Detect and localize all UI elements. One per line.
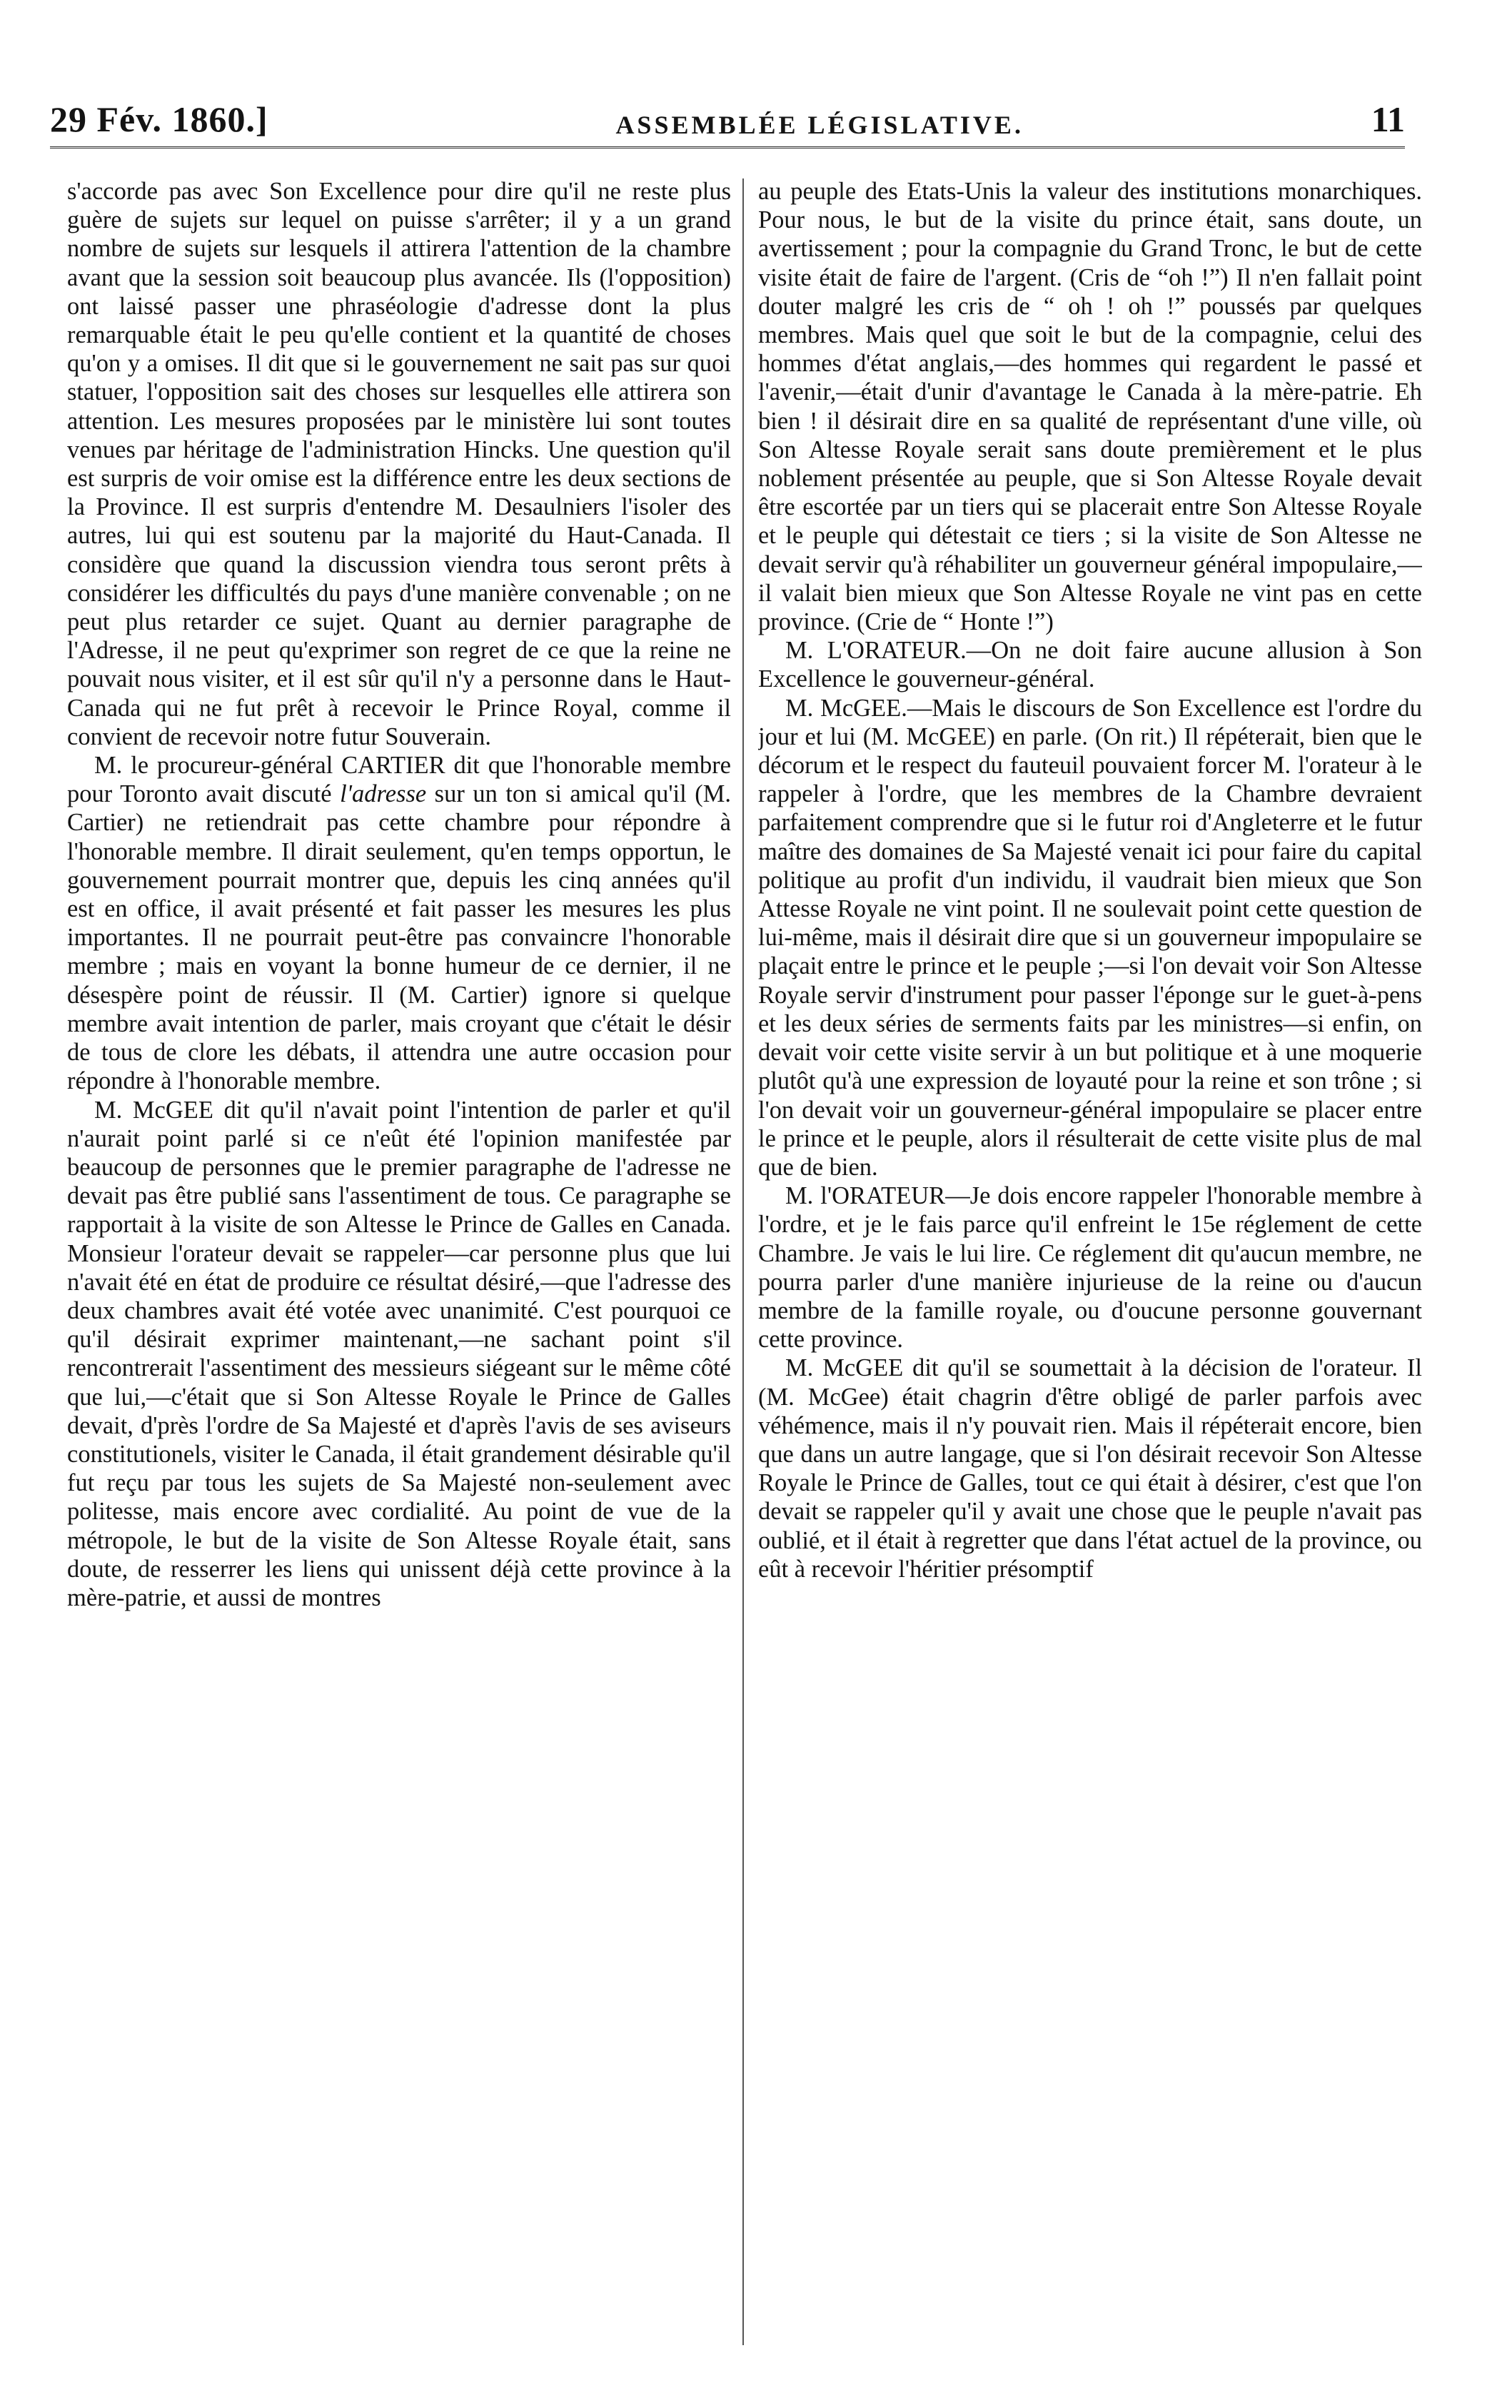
page-header bbox=[50, 84, 1405, 140]
paragraph-mcgee: M. McGEE.—Mais le discours de Son Excellence est l'ordre du jour et lui (M. McGEE) en parle. (On rit.) Il répéterait, bien que le décorum et le respect du fauteuil pouvaient forcer M. l'orateur à le rappeler à l'ordre, que les membres de la Chambre devraient parfaitement comprendre que si le futur roi d'Angleterre et le futur maître des domaines de Sa Majesté venait ici pour faire du capital politique au profit d'un individu, il vaudrait bien mieux que Son Attesse Royale ne vint point. Il ne soulevait point cette question de lui-même, mais il désirait dire que si un gouverneur impopulaire se plaçait entre le prince et le peuple ;—si l'on devait voir Son Altesse Royale servir d'instrument pour passer l'éponge sur le guet-à-pens et les deux séries de serments faits par les ministres—si enfin, on devait voir cette visite servir à un but politique et à une moquerie plutôt qu'à une expression de loyauté pour la reine et son trône ; si l'on devait voir un gouverneur-général impopulaire se placer entre le prince et le peuple, alors il résulterait de cette visite plus de mal que de bien. bbox=[758, 694, 1422, 1181]
paragraph: s'accorde pas avec Son Excellence pour dire qu'il ne reste plus guère de sujets sur lequel on puisse s'arrêter; il y a un grand nombre de sujets sur lesquels il attirera l'attention de la chambre avant que la session soit beaucoup plus avancée. Ils (l'opposition) ont laissé passer une phraséologie d'adresse dont la plus remarquable était le peu qu'elle contient et la quantité de choses qu'on y a omises. Il dit que si le gouvernement ne sait pas sur quoi statuer, l'opposition sait des choses sur lesquelles elle attirera son attention. Les mesures proposées par le ministère lui sont toutes venues par héritage de l'administration Hincks. Une question qu'il est surpris de voir omise est la différence entre les deux sections de la Province. Il est surpris d'entendre M. Desaulniers l'isoler des autres, lui qui est soutenu par la majorité du Haut-Canada. Il considère que quand la discussion viendra tous seront prêts à considérer les difficultés du pays d'une manière convenable ; on ne peut plus retarder ce sujet. Quant au dernier paragraphe de l'Adresse, il ne peut qu'exprimer son regret de ce que la reine ne pouvait nous visiter, et il est sûr qu'il n'y a personne dans le Haut-Canada qui ne fut prêt à recevoir le Prince Royal, comme il convient de recevoir notre futur Souverain. bbox=[67, 178, 731, 750]
header-date: 29 Fév. 1860.] bbox=[50, 99, 268, 139]
column-divider bbox=[742, 178, 744, 2345]
paragraph-cartier bbox=[67, 751, 731, 1095]
paragraph-mcgee: M. McGEE dit qu'il n'avait point l'intention de parler et qu'il n'aurait point parlé si ce n'eût été l'opinion manifestée par beaucoup de personnes que le premier paragraphe de l'adresse ne devait pas être publié sans l'assentiment de tous. Ce paragraphe se rapportait à la visite de son Altesse le Prince de Galles en Canada. Monsieur l'orateur devait se rappeler—car personne plus que lui n'avait été en état de produire ce résultat désiré,—que l'adresse des deux chambres avait été votée avec unanimité. C'est pourquoi ce qu'il désirait exprimer maintenant,—ne sachant point s'il rencontrerait l'assentiment des messieurs siégeant sur le même côté que lui,—c'était que si Son Altesse Royale le Prince de Galles devait, d'près l'ordre de Sa Majesté et d'après l'avis de ses aviseurs constitutionels, visiter le Canada, il était grandement désirable qu'il fut reçu par tous les sujets de Sa Majesté non-seulement avec politesse, mais encore avec cordialité. Au point de vue de la métropole, le but de la visite de Son Altesse Royale était, sans doute, de resserrer les liens qui unissent déjà cette province à la mère-patrie, et aussi de montres bbox=[67, 1096, 731, 1611]
left-column bbox=[67, 177, 731, 2347]
page-number: 11 bbox=[1371, 99, 1405, 139]
header-title: ASSEMBLÉE LÉGISLATIVE. bbox=[615, 111, 1024, 139]
paragraph-text: M. le procureur-général CARTIER dit que l'honorable membre pour Toronto avait discuté bbox=[67, 752, 731, 808]
header-rule bbox=[50, 146, 1405, 148]
paragraph-mcgee: M. McGEE dit qu'il se soumettait à la décision de l'orateur. Il (M. McGee) était chagrin d'être obligé de parler parfois avec véhémence, mais il n'y pouvait rien. Mais il répéterait encore, bien que dans un autre langage, que si l'on désirait recevoir Son Altesse Royale le Prince de Galles, tout ce qui était à désirer, c'est que l'on devait se rappeler qu'il y avait une chose que le peuple n'avait pas oublié, et il était à regretter que dans l'état actuel de la province, ou eût à recevoir l'héritier présomptif bbox=[758, 1354, 1422, 1583]
italic-term: l'adresse bbox=[340, 780, 427, 808]
paragraph-orateur: M. l'ORATEUR—Je dois encore rappeler l'honorable membre à l'ordre, et je le fais parce qu'il enfreint le 15e réglement de cette Chambre. Je vais le lui lire. Ce réglement dit qu'aucun membre, ne pourra parler d'une manière injurieuse de la reine ou d'aucun membre de la famille royale, ou d'oucune personne gouvernant cette province. bbox=[758, 1182, 1422, 1354]
paragraph-orateur: M. L'ORATEUR.—On ne doit faire aucune allusion à Son Excellence le gouverneur-général. bbox=[758, 637, 1422, 693]
paragraph: au peuple des Etats-Unis la valeur des institutions monarchiques. Pour nous, le but de la visite du prince était, sans doute, un avertissement ; pour la compagnie du Grand Tronc, le but de cette visite était de faire de l'argent. (Cris de “oh !”) Il n'en fallait point douter malgré les cris de “ oh ! oh !” poussés par quelques membres. Mais quel que soit le but de la compagnie, celui des hommes d'état anglais,—des hommes qui regardent le passé et l'avenir,—était d'unir d'avantage le Canada à la mère-patrie. Eh bien ! il désirait dire en sa qualité de représentant d'une ville, où Son Altesse Royale serait sans doute premièrement et le plus noblement présentée au peuple, que si Son Altesse Royale devait être escortée par un tiers qui se placerait entre Son Altesse Royale et le peuple qui détestait ce tiers ; si la visite de Son Altesse ne devait servir qu'à réhabiliter un gouverneur général impopulaire,—il valait bien mieux que Son Altesse Royale ne vint pas en cette province. (Crie de “ Honte !”) bbox=[758, 178, 1422, 636]
paragraph-text: sur un ton si amical qu'il (M. Cartier) ne retiendrait pas cette chambre pour répondre à l'honorable membre. Il dirait seulement, qu'en temps opportun, le gouvernement pourrait montrer que, depuis les cinq années qu'il est en office, il avait présenté et fait passer les mesures les plus importantes. Il ne pourrait peut-être pas convaincre l'honorable membre ; mais en voyant la bonne humeur de ce dernier, il ne désespère point de réussir. Il (M. Cartier) ignore si quelque membre avait intention de parler, mais croyant que c'était le désir de tous de clore les débats, il attendra une autre occasion pour répondre à l'honorable membre. bbox=[67, 780, 731, 1095]
right-column bbox=[758, 177, 1422, 2347]
